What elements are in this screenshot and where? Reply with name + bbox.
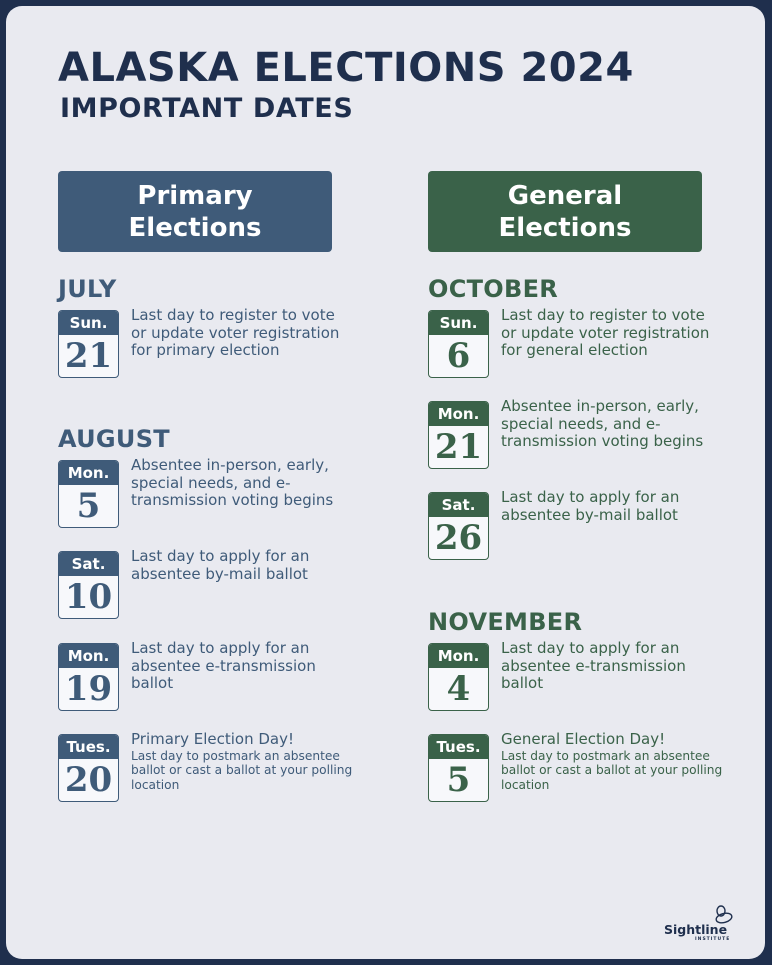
calendar-icon — [58, 643, 119, 711]
election-day-headline: General Election Day! — [501, 730, 666, 748]
day-of-week: Mon. — [429, 402, 488, 426]
day-of-week: Tues. — [59, 735, 118, 759]
calendar-icon — [58, 734, 119, 802]
logo-subtitle: INSTITUTE — [695, 937, 731, 942]
date-description — [501, 731, 741, 792]
day-number: 5 — [446, 760, 471, 800]
day-of-week: Tues. — [429, 735, 488, 759]
date-description: Last day to register to vote or update voter registration for general election — [501, 306, 710, 359]
primary-heading-line2: Elections — [128, 212, 262, 243]
day-of-week: Mon. — [59, 644, 118, 668]
calendar-icon — [428, 310, 489, 378]
day-of-week: Sun. — [59, 311, 118, 335]
date-description: Absentee in-person, early, special needs, and e-transmission voting begins — [501, 397, 704, 450]
page-subtitle: IMPORTANT DATES — [60, 93, 354, 124]
month-label-august: AUGUST — [58, 425, 170, 453]
date-entry — [58, 456, 358, 530]
calendar-icon — [428, 643, 489, 711]
date-entry — [428, 397, 728, 471]
logo-name: Sightline — [664, 922, 728, 937]
date-description: Last day to apply for an absentee by-mail ballot — [131, 547, 310, 583]
day-number: 5 — [76, 486, 101, 526]
day-of-week: Sun. — [429, 311, 488, 335]
day-number: 4 — [446, 669, 471, 709]
date-entry — [58, 547, 358, 621]
date-description: Last day to apply for an absentee e-transmission ballot — [131, 639, 316, 692]
month-label-july: JULY — [58, 275, 117, 303]
date-entry — [428, 488, 728, 562]
day-number: 19 — [64, 669, 113, 709]
month-label-october: OCTOBER — [428, 275, 559, 303]
calendar-icon — [58, 310, 119, 378]
general-elections-header — [428, 171, 702, 252]
day-number: 10 — [64, 577, 113, 617]
date-description: Last day to apply for an absentee e-transmission ballot — [501, 639, 686, 692]
day-of-week: Sat. — [429, 493, 488, 517]
calendar-icon — [58, 460, 119, 528]
page-title: ALASKA ELECTIONS 2024 — [58, 45, 634, 91]
date-entry — [428, 306, 728, 380]
calendar-icon — [428, 401, 489, 469]
day-of-week: Mon. — [429, 644, 488, 668]
month-label-november: NOVEMBER — [428, 608, 583, 636]
day-number: 21 — [64, 336, 113, 376]
day-of-week: Mon. — [59, 461, 118, 485]
election-day-detail: Last day to postmark an absentee ballot or cast a ballot at your polling location — [501, 748, 723, 792]
day-number: 20 — [64, 760, 113, 800]
date-entry — [428, 639, 728, 713]
general-heading-line1: General — [507, 180, 623, 211]
date-description: Last day to register to vote or update voter registration for primary election — [131, 306, 340, 359]
primary-heading-line1: Primary — [137, 180, 253, 211]
day-number: 26 — [434, 518, 483, 558]
date-entry — [428, 730, 728, 804]
date-description: Absentee in-person, early, special needs, and e-transmission voting begins — [131, 456, 334, 509]
date-entry — [58, 306, 358, 380]
day-number: 21 — [434, 427, 483, 467]
day-number: 6 — [446, 336, 471, 376]
calendar-icon — [58, 551, 119, 619]
calendar-icon — [428, 734, 489, 802]
sightline-logo — [664, 905, 734, 945]
date-entry — [58, 639, 358, 713]
date-description — [131, 731, 371, 792]
calendar-icon — [428, 492, 489, 560]
general-heading-line2: Elections — [498, 212, 632, 243]
election-day-detail: Last day to postmark an absentee ballot or cast a ballot at your polling location — [131, 748, 353, 792]
date-entry — [58, 730, 358, 804]
date-description: Last day to apply for an absentee by-mail ballot — [501, 488, 680, 524]
primary-elections-header — [58, 171, 332, 252]
day-of-week: Sat. — [59, 552, 118, 576]
election-day-headline: Primary Election Day! — [131, 730, 294, 748]
